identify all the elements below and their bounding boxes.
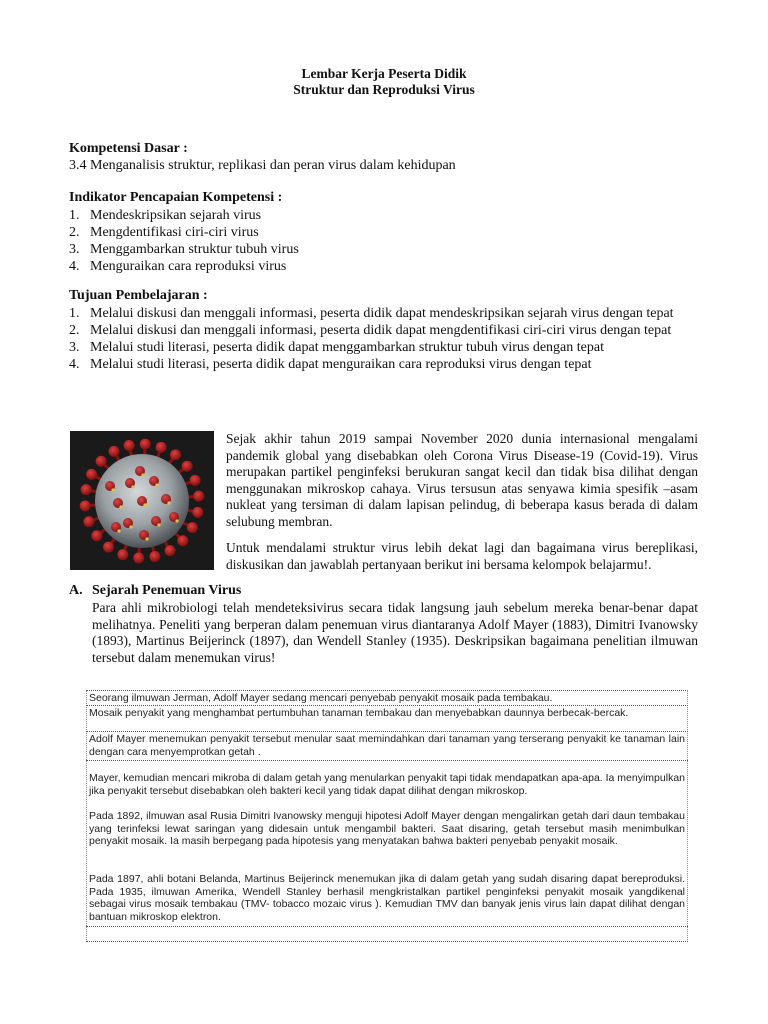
surface-dot: [167, 501, 170, 504]
section-a-heading: [69, 583, 241, 599]
surface-dot: [117, 529, 120, 532]
answer-line-3: Adolf Mayer menemukan penyakit tersebut menular saat memindahkan dari tanaman yang terserang penyakit ke tanaman lain dengan cara menyemprotkan getah .: [89, 733, 685, 758]
section-title: Sejarah Penemuan Virus: [92, 583, 242, 598]
spike-head: [117, 549, 128, 560]
indikator-heading: Indikator Pencapaian Kompetensi :: [69, 190, 283, 205]
spike-head: [187, 522, 198, 533]
list-number: 1.: [69, 208, 80, 223]
list-text: Mendeskripsikan sejarah virus: [90, 208, 262, 223]
spike-head: [83, 516, 94, 527]
spike-head: [81, 484, 92, 495]
answer-line-4: Mayer, kemudian mencari mikroba di dalam getah yang menularkan penyakit tapi tidak mendapatkan apa-apa. Ia menyimpulkan jika penyakit tersebut disebabkan oleh bakteri kecil yang tidak dapat dilihat dengan mikroskop.: [89, 772, 685, 797]
spike-head: [91, 530, 102, 541]
list-text: Menggambarkan struktur tubuh virus: [90, 242, 299, 257]
kompetensi-text: 3.4 Menganalisis struktur, replikasi dan peran virus dalam kehidupan: [69, 158, 456, 173]
divider: [86, 760, 688, 761]
list-text: Melalui studi literasi, peserta didik dapat menggambarkan struktur tubuh virus dengan tepat: [90, 340, 604, 355]
surface-dot: [143, 503, 146, 506]
spike-head: [193, 491, 204, 502]
list-number: 4.: [69, 259, 80, 274]
section-letter: A.: [69, 583, 83, 598]
list-number: 2.: [69, 323, 80, 338]
spike-head: [80, 500, 91, 511]
divider: [86, 926, 688, 927]
section-a-paragraph: [92, 600, 698, 667]
spike-head: [108, 446, 119, 457]
list-item: [69, 258, 679, 275]
list-text: Melalui diskusi dan menggali informasi, peserta didik dapat mendeskripsikan sejarah virus dengan tepat: [90, 306, 674, 321]
spike-head: [177, 535, 188, 546]
spike-head: [86, 469, 97, 480]
spike-head: [182, 461, 193, 472]
spike-head: [96, 456, 107, 467]
list-text: Menguraikan cara reproduksi virus: [90, 259, 287, 274]
spike-head: [190, 475, 201, 486]
surface-dot: [141, 473, 144, 476]
section-a-text: Para ahli mikrobiologi telah mendeteksivirus secara tidak langsung jauh sebelum mereka benar-benar dapat melihatnya. Peneliti yang berperan dalam penemuan virus diantaranya Adolf Mayer (1883), Dimitri Ivanowsky (1893), Martinus Beijerinck (1897), dan Wendell Stanley (1935). Deskripsikan bagaimana penelitian ilmuwan tersebut dalam menemukan virus!: [92, 600, 698, 666]
list-text: Melalui studi literasi, peserta didik dapat menguraikan cara reproduksi virus dengan tepat: [90, 357, 592, 372]
spike-head: [149, 551, 160, 562]
surface-dot: [155, 483, 158, 486]
divider: [86, 731, 688, 732]
spike-head: [133, 552, 144, 563]
answer-area[interactable]: [86, 690, 688, 942]
list-item: [69, 322, 679, 339]
tujuan-heading: Tujuan Pembelajaran :: [69, 288, 208, 303]
answer-line-1: Seorang ilmuwan Jerman, Adolf Mayer sedang mencari penyebab penyakit mosaik pada tembakau.: [89, 692, 553, 704]
list-item: [69, 305, 679, 322]
tujuan-list: [69, 305, 679, 373]
list-text: Mengdentifikasi ciri-ciri virus: [90, 225, 259, 240]
spike-head: [124, 440, 135, 451]
list-number: 3.: [69, 242, 80, 257]
list-item: [69, 207, 679, 224]
surface-dot: [131, 485, 134, 488]
divider: [86, 941, 688, 942]
surface-dot: [175, 519, 178, 522]
worksheet-subtitle: Struktur dan Reproduksi Virus: [293, 82, 475, 97]
answer-line-5: Pada 1892, ilmuwan asal Rusia Dimitri Ivanowsky menguji hipotesi Adolf Mayer dengan mengalirkan getah dari daun tembakau yang terinfeksi lewat saringan yang didesain untuk mengambil bakteri. Saat disaring, getah tersebut masih menimbulkan penyakit mosaik. Ia masih berpegang pada hipotesis yang menyatakan bahwa bakteri penyebab penyakit mosaik.: [89, 810, 685, 847]
spike-head: [170, 449, 181, 460]
spike-head: [165, 545, 176, 556]
divider: [86, 705, 688, 706]
list-text: Melalui diskusi dan menggali informasi, peserta didik dapat mengdentifikasi ciri-ciri virus dengan tepat: [90, 323, 672, 338]
coronavirus-image: [70, 431, 214, 570]
surface-dot: [145, 537, 148, 540]
intro-paragraph-2: Untuk mendalami struktur virus lebih dekat lagi dan bagaimana virus bereplikasi, diskusikan dan jawablah pertanyaan berikut ini bersama kelompok belajarmu!.: [226, 540, 698, 572]
list-number: 4.: [69, 357, 80, 372]
surface-dot: [157, 523, 160, 526]
list-item: [69, 241, 679, 258]
kompetensi-heading: Kompetensi Dasar :: [69, 141, 188, 156]
surface-dot: [111, 488, 114, 491]
list-item: [69, 224, 679, 241]
indikator-list: [69, 207, 679, 275]
list-item: [69, 356, 679, 373]
list-number: 3.: [69, 340, 80, 355]
spike-head: [140, 439, 151, 450]
worksheet-title: Lembar Kerja Peserta Didik: [301, 66, 467, 81]
list-item: [69, 339, 679, 356]
surface-dot: [119, 505, 122, 508]
spike-head: [192, 507, 203, 518]
answer-line-6: Pada 1897, ahli botani Belanda, Martinus Beijerinck menemukan jika di dalam getah yang sudah disaring dapat bereproduksi. Pada 1935, ilmuwan Amerika, Wendell Stanley berhasil mengkristalkan partikel penginfeksi penyakit mosaik yangdikenal sebagai virus mosaik tembakau (TMV- tobacco mozaic virus ). Kemudian TMV dan banyak jenis virus lain dapat dilihat dengan bantuan mikroskop elektron.: [89, 873, 685, 923]
divider: [86, 690, 688, 691]
intro-paragraph-1: Sejak akhir tahun 2019 sampai November 2020 dunia internasional mengalami pandemik global yang disebabkan oleh Corona Virus Disease-19 (Covid-19). Virus merupakan partikel penginfeksi berukuran sangat kecil dan tidak bisa dilihat dengan menggunakan mikroskop cahaya. Virus tersusun atas senyawa kimia spesifik –asam nukleat yang tersiman di dalam lapisan pelindug, di beberapa kasus berada di dalam selubung membran.: [226, 431, 698, 529]
spike-head: [103, 542, 114, 553]
answer-line-2: Mosaik penyakit yang menghambat pertumbuhan tanaman tembakau dan menyebabkan daunnya berbecak-bercak.: [89, 707, 629, 719]
list-number: 1.: [69, 306, 80, 321]
list-number: 2.: [69, 225, 80, 240]
spike-head: [156, 442, 167, 453]
surface-dot: [129, 525, 132, 528]
